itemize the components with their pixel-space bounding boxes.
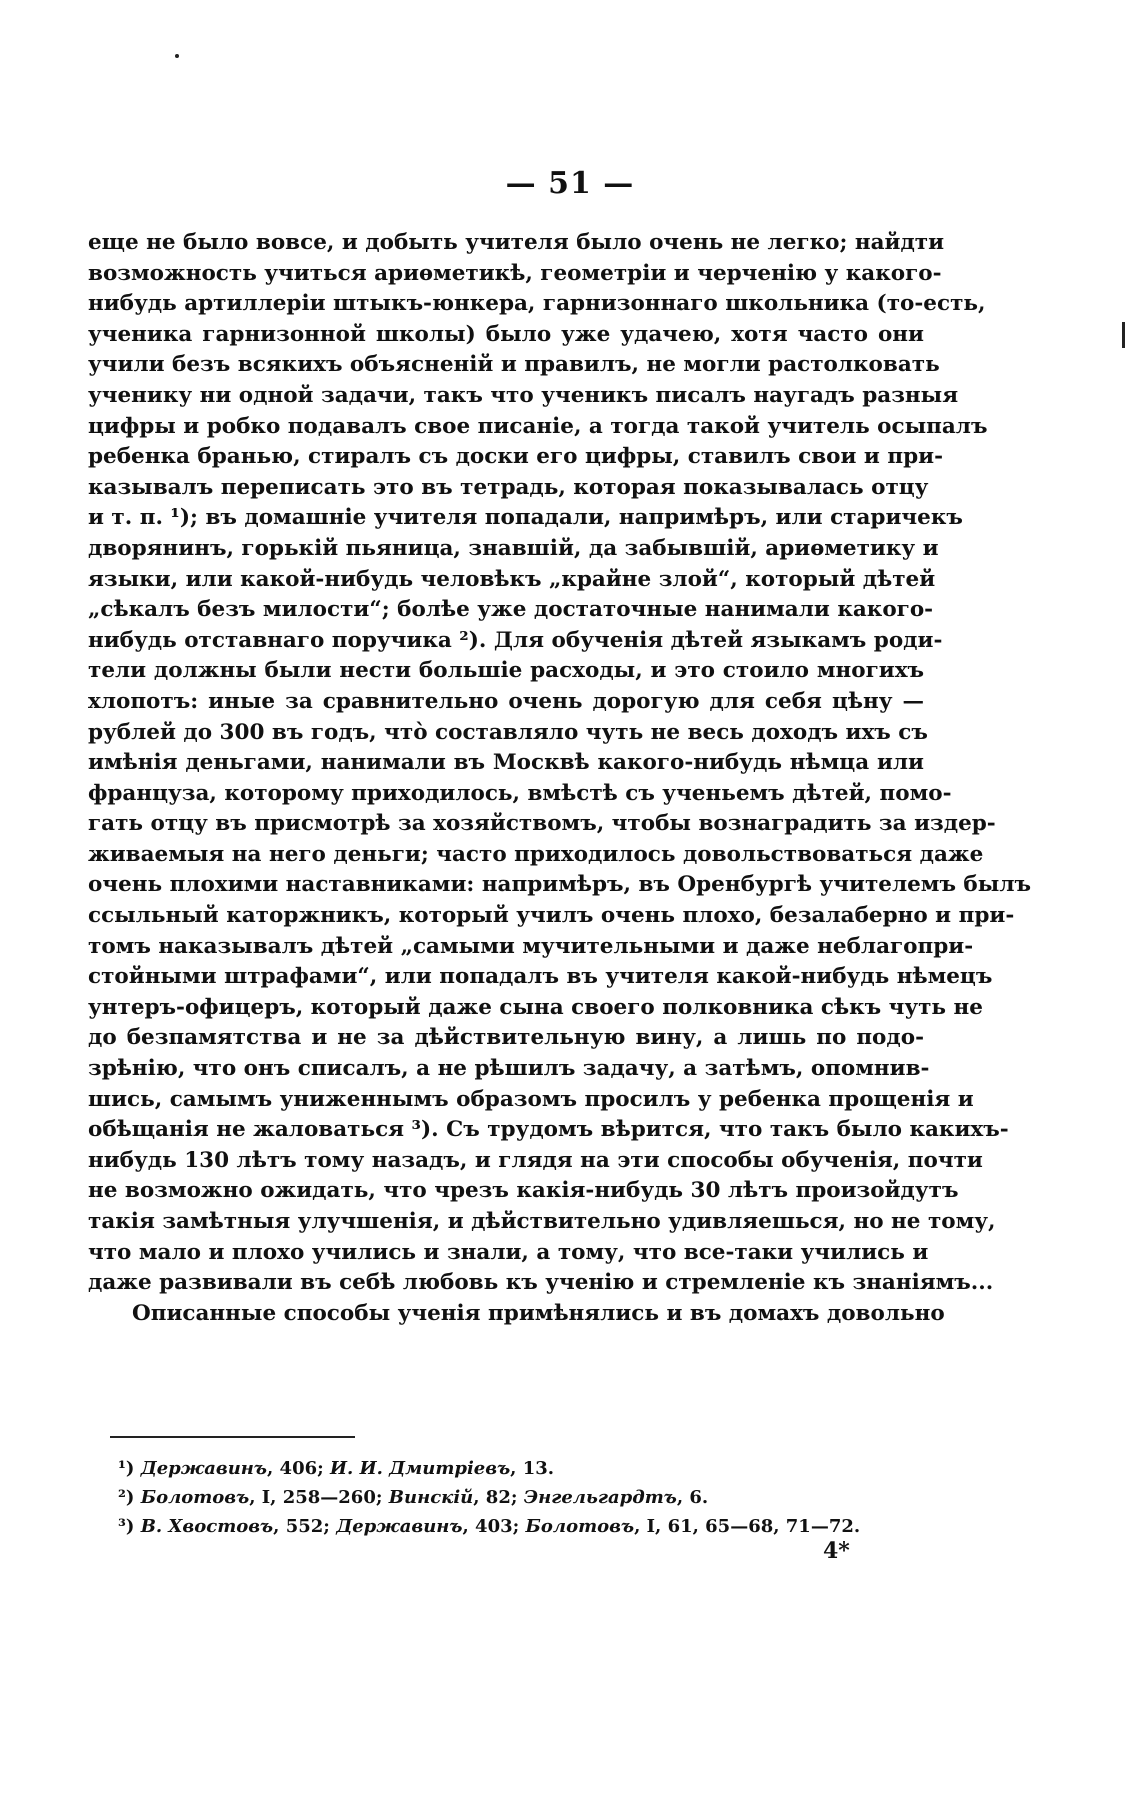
text-line: учили безъ всякихъ объясненій и правилъ, не могли растолковать bbox=[88, 352, 940, 378]
text-line: ребенка бранью, стиралъ съ доски его цифры, ставилъ свои и при- bbox=[88, 444, 944, 470]
text-line: цифры и робко подавалъ свое писаніе, а тогда такой учитель осыпалъ bbox=[88, 413, 988, 439]
text-line: зрѣнію, что онъ списалъ, а не рѣшилъ задачу, а затѣмъ, опомнив- bbox=[88, 1056, 930, 1082]
text-line: нибудь артиллеріи штыкъ-юнкера, гарнизоннаго школьника (то-есть, bbox=[88, 291, 986, 317]
text-line: стойными штрафами“, или попадалъ въ учителя какой-нибудь нѣмецъ bbox=[88, 964, 993, 990]
text-line: не возможно ожидать, что чрезъ какія-нибудь 30 лѣтъ произойдутъ bbox=[88, 1178, 959, 1204]
text-line: языки, или какой-нибудь человѣкъ „крайне злой“, который дѣтей bbox=[88, 566, 936, 592]
margin-mark bbox=[1122, 322, 1125, 348]
footnote-reference: , 82; bbox=[473, 1487, 524, 1508]
footnote-reference: , 552; bbox=[273, 1516, 337, 1537]
text-line: дворянинъ, горькій пьяница, знавшій, да забывшій, ариѳметику и bbox=[88, 535, 939, 561]
text-line: очень плохими наставниками: напримѣръ, въ Оренбургѣ учителемъ былъ bbox=[88, 872, 1031, 898]
footnote-2 bbox=[118, 1483, 918, 1512]
footnote-mark: ²) bbox=[118, 1487, 135, 1508]
text-line: возможность учиться ариѳметикѣ, геометріи и черченію у какого- bbox=[88, 260, 942, 286]
footnote-source-name: В. Хвостовъ bbox=[140, 1516, 274, 1537]
text-line: нибудь 130 лѣтъ тому назадъ, и глядя на эти способы обученія, почти bbox=[88, 1147, 983, 1173]
text-line: „сѣкалъ безъ милости“; болѣе уже достаточные нанимали какого- bbox=[88, 597, 934, 623]
footnote-3 bbox=[118, 1512, 918, 1541]
footnote-rule bbox=[110, 1436, 355, 1438]
footnote-reference: , 13. bbox=[510, 1458, 555, 1479]
text-line: рублей до 300 въ годъ, что̀ составляло чуть не весь доходъ ихъ съ bbox=[88, 719, 928, 745]
footnote-reference: , I, 61, 65—68, 71—72. bbox=[634, 1516, 861, 1537]
footnote-reference: , 406; bbox=[267, 1458, 331, 1479]
footnote-reference: , I, 258—260; bbox=[249, 1487, 389, 1508]
text-line: живаемыя на него деньги; часто приходилось довольствоваться даже bbox=[88, 841, 984, 867]
printer-signature-mark: 4* bbox=[823, 1538, 850, 1564]
footnote-reference: , 403; bbox=[462, 1516, 526, 1537]
text-line: Описанные способы ученія примѣнялись и въ домахъ довольно bbox=[132, 1300, 945, 1326]
body-text bbox=[88, 228, 1031, 1329]
text-line: такія замѣтныя улучшенія, и дѣйствительно удивляешься, но не тому, bbox=[88, 1209, 996, 1234]
footnote-source-name: Державинъ bbox=[140, 1458, 268, 1479]
text-line: гать отцу въ присмотрѣ за хозяйствомъ, чтобы вознаградить за издер- bbox=[88, 811, 996, 837]
footnote-1 bbox=[118, 1454, 918, 1483]
text-line: хлопотъ: иные за сравнительно очень дорогую для себя цѣну — bbox=[88, 688, 924, 714]
text-line: унтеръ-офицеръ, который даже сына своего полковника сѣкъ чуть не bbox=[88, 994, 983, 1020]
text-line: томъ наказывалъ дѣтей „самыми мучительными и даже неблагопри- bbox=[88, 933, 974, 959]
text-line: ученика гарнизонной школы) было уже удачею, хотя часто они bbox=[88, 321, 924, 347]
footnote-reference: , 6. bbox=[676, 1487, 709, 1508]
text-line: казывалъ переписать это въ тетрадь, которая показывалась отцу bbox=[88, 474, 929, 500]
text-line: обѣщанія не жаловаться ³). Съ трудомъ вѣрится, что такъ было какихъ- bbox=[88, 1117, 1009, 1143]
text-line: француза, которому приходилось, вмѣстѣ съ ученьемъ дѣтей, помо- bbox=[88, 780, 952, 806]
footnote-source-name: Винскій bbox=[388, 1487, 474, 1508]
footnote-source-name: Державинъ bbox=[336, 1516, 463, 1537]
footnote-source-name: Болотовъ bbox=[525, 1516, 635, 1537]
text-line: ученику ни одной задачи, такъ что ученикъ писалъ наугадъ разныя bbox=[88, 382, 959, 408]
page-number: — 51 — bbox=[505, 166, 635, 201]
text-line: имѣнія деньгами, нанимали въ Москвѣ какого-нибудь нѣмца или bbox=[88, 750, 924, 776]
text-line: нибудь отставнаго поручика ²). Для обученія дѣтей языкамъ роди- bbox=[88, 627, 943, 653]
text-line: и т. п. ¹); въ домашніе учителя попадали, напримѣръ, или старичекъ bbox=[88, 505, 963, 531]
text-line: ссыльный каторжникъ, который училъ очень плохо, безалаберно и при- bbox=[88, 903, 1015, 929]
text-line: тели должны были нести большіе расходы, и это стоило многихъ bbox=[88, 658, 924, 684]
footnote-mark: ³) bbox=[118, 1516, 135, 1537]
ink-speck bbox=[175, 54, 179, 58]
footnote-source-name: Болотовъ bbox=[140, 1487, 250, 1508]
text-line: что мало и плохо учились и знали, а тому, что все-таки учились и bbox=[88, 1239, 929, 1265]
text-line: еще не было вовсе, и добыть учителя было очень не легко; найдти bbox=[88, 230, 945, 255]
footnote-source-name: Энгельгардтъ bbox=[523, 1487, 677, 1508]
footnotes bbox=[118, 1454, 918, 1541]
footnote-source-name: И. И. Дмитріевъ bbox=[330, 1458, 511, 1479]
text-line: даже развивали въ себѣ любовь къ ученію и стремленіе къ знаніямъ... bbox=[88, 1270, 994, 1296]
text-line: шись, самымъ униженнымъ образомъ просилъ у ребенка прощенія и bbox=[88, 1086, 974, 1112]
footnote-mark: ¹) bbox=[118, 1458, 135, 1479]
text-line: до безпамятства и не за дѣйствительную вину, а лишь по подо- bbox=[88, 1025, 924, 1051]
